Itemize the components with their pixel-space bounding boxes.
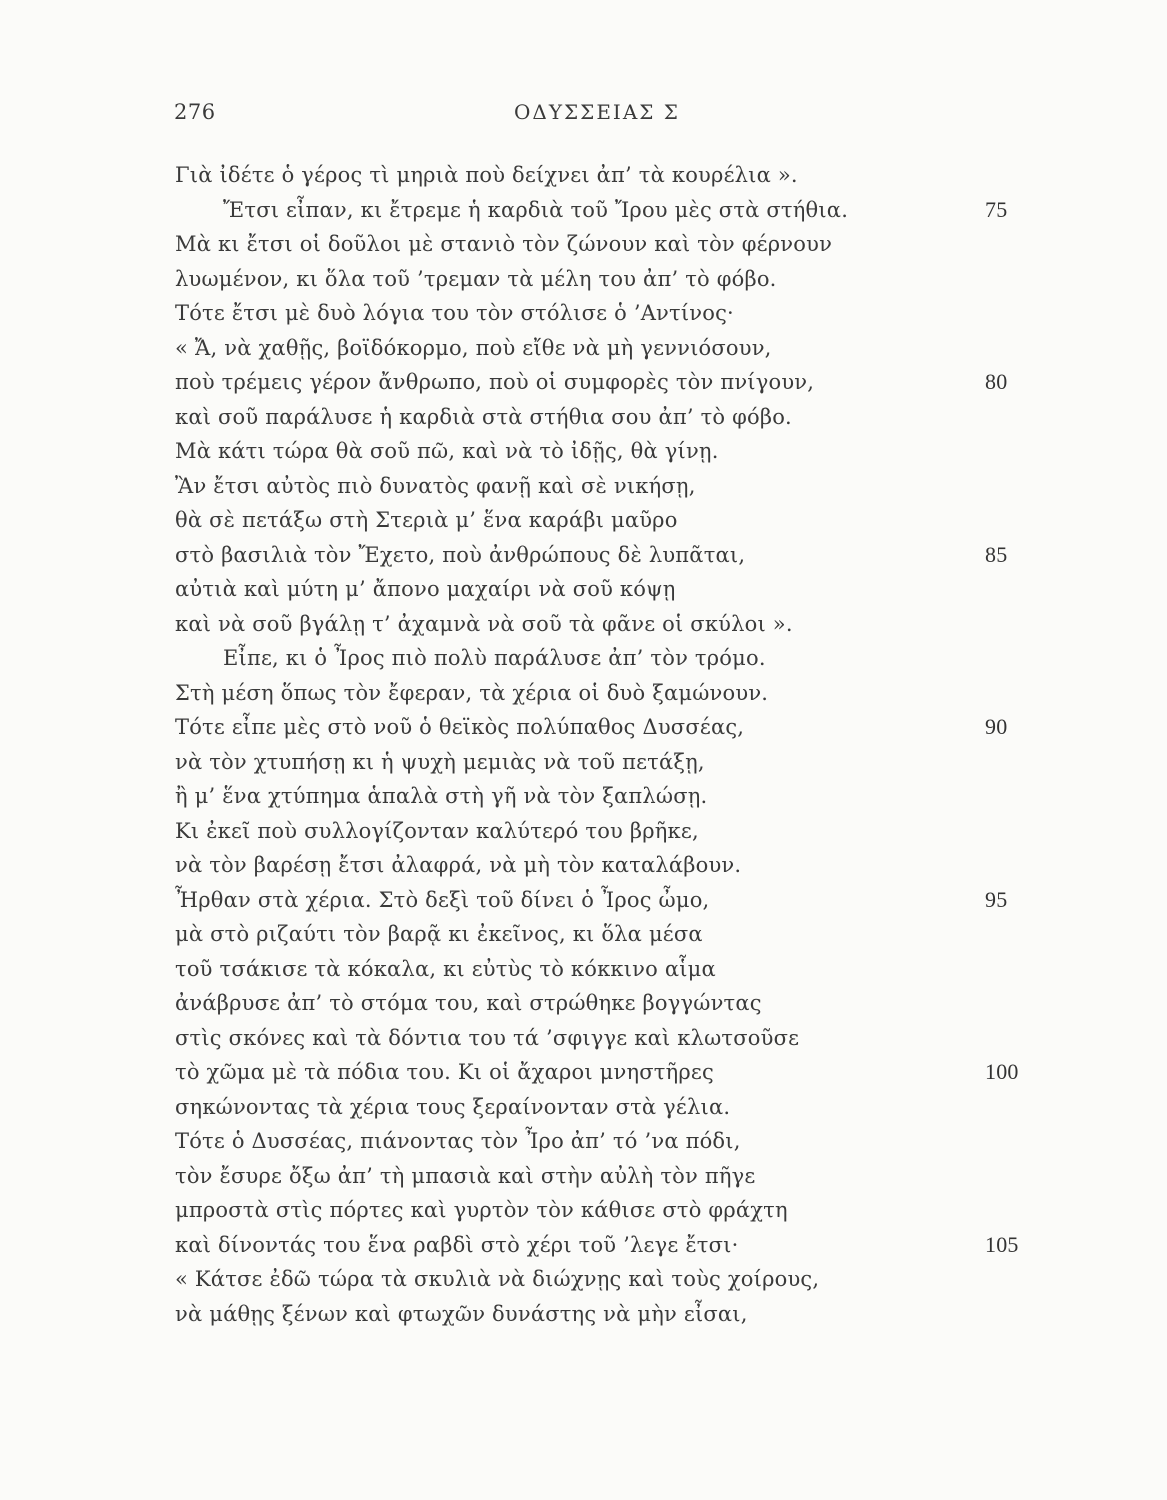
verse-line-text: λυωμένον, κι ὅλα τοῦ ’τρεμαν τὰ μέλη του ἀπ’ τὸ φόβο.: [175, 266, 777, 291]
verse-line: [175, 676, 1075, 711]
verse-line: [175, 1159, 1075, 1194]
verse-line-text: στὶς σκόνες καὶ τὰ δόντια του τά ’σφιγγε καὶ κλωτσοῦσε: [175, 1025, 800, 1050]
verse-line: [175, 400, 1075, 435]
verse-line-text: καὶ σοῦ παράλυσε ἡ καρδιὰ στὰ στήθια σου ἀπ’ τὸ φόβο.: [175, 404, 792, 429]
verse-line-text: ἢ μ’ ἕνα χτύπημα ἁπαλὰ στὴ γῆ νὰ τὸν ξαπλώσῃ.: [175, 784, 708, 808]
verse-line-text: Εἶπε, κι ὁ Ἶρος πιὸ πολὺ παράλυσε ἀπ’ τὸν τρόμο.: [223, 646, 766, 670]
verse-line: [175, 538, 1075, 573]
verse-line-text: καὶ δίνοντάς του ἕνα ραβδὶ στὸ χέρι τοῦ ’λεγε ἔτσι·: [175, 1232, 739, 1257]
verse-text: [175, 158, 1075, 1331]
line-number: 90: [985, 714, 1008, 739]
verse-line-text: τὸ χῶμα μὲ τὰ πόδια του. Κι οἱ ἄχαροι μνηστῆρες: [175, 1060, 714, 1084]
verse-line: [175, 779, 1075, 814]
verse-line: [175, 710, 1075, 745]
verse-line-text: « Κάτσε ἐδῶ τώρα τὰ σκυλιὰ νὰ διώχνῃς καὶ τοὺς χοίρους,: [175, 1267, 820, 1291]
verse-line: [175, 193, 1075, 228]
verse-line: [175, 572, 1075, 607]
verse-line-text: Τότε ὁ Δυσσέας, πιάνοντας τὸν Ἶρο ἀπ’ τό ’να πόδι,: [175, 1129, 741, 1153]
verse-line-text: μπροστὰ στὶς πόρτες καὶ γυρτὸν τὸν κάθισε στὸ φράχτη: [175, 1198, 788, 1222]
line-number: 75: [985, 196, 1008, 222]
verse-line: [175, 1193, 1075, 1228]
verse-line-text: « Ἄ, νὰ χαθῇς, βοϊδόκορμο, ποὺ εἴθε νὰ μὴ γεννιόσουν,: [175, 335, 772, 360]
page-header: [174, 100, 714, 130]
verse-line: [175, 469, 1075, 504]
verse-line: [175, 1055, 1075, 1090]
verse-line-text: καὶ νὰ σοῦ βγάλῃ τ’ ἀχαμνὰ νὰ σοῦ τὰ φᾶνε οἱ σκύλοι ».: [175, 611, 793, 636]
verse-line: [175, 1021, 1075, 1056]
verse-line-text: Τότε ἔτσι μὲ δυὸ λόγια του τὸν στόλισε ὁ ’Αντίνος·: [175, 301, 734, 325]
running-head: ΟΔΥΣΣΕΙΑΣ Σ: [514, 100, 680, 124]
verse-line: [175, 331, 1075, 366]
verse-line: [175, 503, 1075, 538]
line-number: 100: [985, 1059, 1019, 1084]
verse-line-text: Ἔτσι εἶπαν, κι ἔτρεμε ἡ καρδιὰ τοῦ Ἴρου μὲς στὰ στήθια.: [223, 197, 849, 222]
verse-line-text: στὸ βασιλιὰ τὸν Ἔχετο, ποὺ ἀνθρώπους δὲ λυπᾶται,: [175, 542, 746, 567]
verse-line-text: Ἦρθαν στὰ χέρια. Στὸ δεξὶ τοῦ δίνει ὁ Ἶρος ὦμο,: [175, 887, 710, 912]
verse-line: [175, 296, 1075, 331]
verse-line: [175, 814, 1075, 849]
verse-line-text: μὰ στὸ ριζαύτι τὸν βαρᾷ κι ἐκεῖνος, κι ὅλα μέσα: [175, 922, 703, 946]
verse-line: [175, 1090, 1075, 1125]
verse-line-text: τὸν ἔσυρε ὄξω ἀπ’ τὴ μπασιὰ καὶ στὴν αὐλὴ τὸν πῆγε: [175, 1163, 756, 1188]
line-number: 105: [985, 1231, 1019, 1257]
verse-line-text: σηκώνοντας τὰ χέρια τους ξεραίνονταν στὰ γέλια.: [175, 1094, 731, 1119]
verse-line: [175, 434, 1075, 469]
verse-line-text: Ἂν ἔτσι αὐτὸς πιὸ δυνατὸς φανῇ καὶ σὲ νικήσῃ,: [175, 473, 696, 498]
verse-line: [175, 365, 1075, 400]
verse-line-text: Μὰ κι ἔτσι οἱ δοῦλοι μὲ στανιὸ τὸν ζώνουν καὶ τὸν φέρνουν: [175, 232, 833, 256]
verse-line-text: Τότε εἶπε μὲς στὸ νοῦ ὁ θεϊκὸς πολύπαθος Δυσσέας,: [175, 715, 745, 739]
verse-line-text: ποὺ τρέμεις γέρον ἄνθρωπο, ποὺ οἱ συμφορὲς τὸν πνίγουν,: [175, 370, 815, 394]
verse-line: [175, 952, 1075, 987]
verse-line-text: Μὰ κάτι τώρα θὰ σοῦ πῶ, καὶ νὰ τὸ ἰδῇς, θὰ γίνῃ.: [175, 439, 719, 463]
verse-line: [175, 227, 1075, 262]
verse-line-text: θὰ σὲ πετάξω στὴ Στεριὰ μ’ ἕνα καράβι μαῦρο: [175, 508, 678, 532]
verse-line: [175, 607, 1075, 642]
line-number: 80: [985, 369, 1008, 394]
verse-line-text: αὐτιὰ καὶ μύτη μ’ ἄπονο μαχαίρι νὰ σοῦ κόψῃ: [175, 577, 676, 601]
verse-line: [175, 883, 1075, 918]
verse-line: [175, 986, 1075, 1021]
verse-line: [175, 917, 1075, 952]
verse-line-text: ἀνάβρυσε ἀπ’ τὸ στόμα του, καὶ στρώθηκε βογγώντας: [175, 991, 762, 1015]
line-number: 95: [985, 886, 1008, 912]
verse-line-text: νὰ μάθῃς ξένων καὶ φτωχῶν δυνάστης νὰ μὴν εἶσαι,: [175, 1301, 748, 1326]
verse-line: [175, 848, 1075, 883]
verse-line-text: τοῦ τσάκισε τὰ κόκαλα, κι εὐτὺς τὸ κόκκινο αἷμα: [175, 956, 716, 981]
verse-line: [175, 158, 1075, 193]
line-number: 85: [985, 541, 1008, 567]
verse-line: [175, 745, 1075, 780]
verse-line-text: Στὴ μέση ὅπως τὸν ἔφεραν, τὰ χέρια οἱ δυὸ ξαμώνουν.: [175, 680, 769, 705]
verse-line: [175, 641, 1075, 676]
verse-line-text: νὰ τὸν χτυπήσῃ κι ἡ ψυχὴ μεμιὰς νὰ τοῦ πετάξῃ,: [175, 749, 705, 774]
verse-line-text: νὰ τὸν βαρέσῃ ἔτσι ἀλαφρά, νὰ μὴ τὸν καταλάβουν.: [175, 853, 742, 877]
verse-line-text: Κι ἐκεῖ ποὺ συλλογίζονταν καλύτερό του βρῆκε,: [175, 818, 699, 843]
verse-line: [175, 1262, 1075, 1297]
verse-line-text: Γιὰ ἰδέτε ὁ γέρος τὶ μηριὰ ποὺ δείχνει ἀπ’ τὰ κουρέλια ».: [175, 163, 798, 187]
verse-line: [175, 1297, 1075, 1332]
page-number: 276: [174, 100, 216, 124]
verse-line: [175, 1124, 1075, 1159]
verse-line: [175, 1228, 1075, 1263]
verse-line: [175, 262, 1075, 297]
